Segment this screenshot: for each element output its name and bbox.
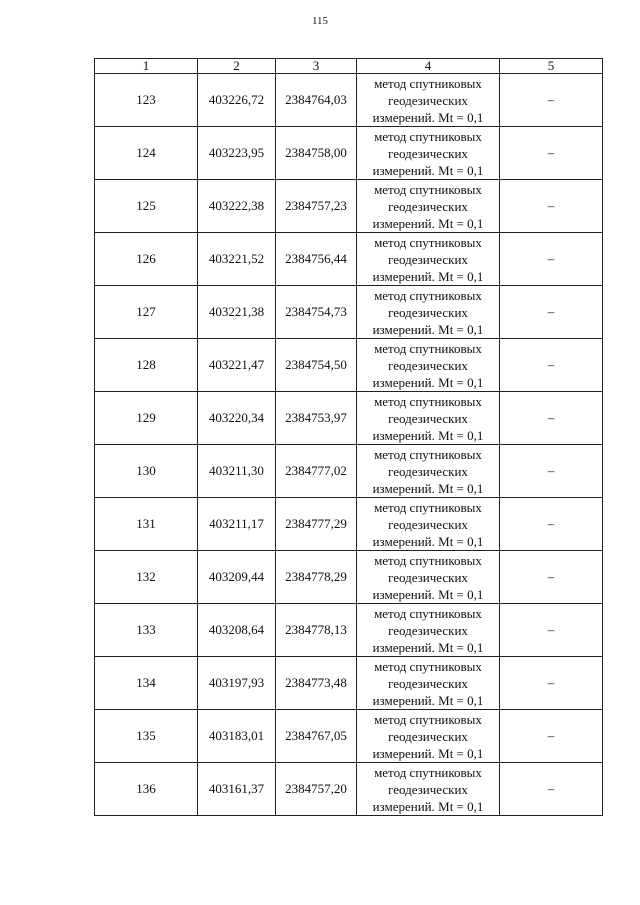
y-coordinate-cell: 2384754,50 xyxy=(276,339,357,392)
point-id-cell: 136 xyxy=(95,763,198,816)
method-line: измерений. Mt = 0,1 xyxy=(372,427,484,443)
method-cell xyxy=(357,127,500,180)
y-coordinate-cell: 2384758,00 xyxy=(276,127,357,180)
note-cell: – xyxy=(500,498,603,551)
x-coordinate-cell: 403220,34 xyxy=(198,392,276,445)
note-cell: – xyxy=(500,763,603,816)
y-coordinate-cell: 2384756,44 xyxy=(276,233,357,286)
method-line: измерений. Mt = 0,1 xyxy=(372,215,484,231)
note-cell: – xyxy=(500,127,603,180)
table-row xyxy=(95,763,603,816)
method-line: геодезических xyxy=(388,357,468,373)
method-line: метод спутниковых xyxy=(374,764,482,780)
method-line: геодезических xyxy=(388,675,468,691)
point-id-cell: 135 xyxy=(95,710,198,763)
method-line: геодезических xyxy=(388,463,468,479)
method-cell xyxy=(357,233,500,286)
table-row xyxy=(95,551,603,604)
x-coordinate-cell: 403209,44 xyxy=(198,551,276,604)
x-coordinate-cell: 403223,95 xyxy=(198,127,276,180)
x-coordinate-cell: 403222,38 xyxy=(198,180,276,233)
method-cell xyxy=(357,392,500,445)
x-coordinate-cell: 403221,38 xyxy=(198,286,276,339)
note-cell: – xyxy=(500,392,603,445)
method-cell xyxy=(357,604,500,657)
table-row xyxy=(95,339,603,392)
method-cell xyxy=(357,498,500,551)
method-line: геодезических xyxy=(388,304,468,320)
method-cell xyxy=(357,339,500,392)
header-col-3: 3 xyxy=(276,59,357,74)
method-line: метод спутниковых xyxy=(374,128,482,144)
table-row xyxy=(95,180,603,233)
y-coordinate-cell: 2384777,02 xyxy=(276,445,357,498)
method-line: метод спутниковых xyxy=(374,340,482,356)
table-row xyxy=(95,233,603,286)
note-cell: – xyxy=(500,445,603,498)
method-line: метод спутниковых xyxy=(374,499,482,515)
note-cell: – xyxy=(500,74,603,127)
point-id-cell: 125 xyxy=(95,180,198,233)
note-cell: – xyxy=(500,339,603,392)
method-line: измерений. Mt = 0,1 xyxy=(372,745,484,761)
point-id-cell: 126 xyxy=(95,233,198,286)
method-line: измерений. Mt = 0,1 xyxy=(372,533,484,549)
point-id-cell: 133 xyxy=(95,604,198,657)
y-coordinate-cell: 2384757,23 xyxy=(276,180,357,233)
x-coordinate-cell: 403211,17 xyxy=(198,498,276,551)
x-coordinate-cell: 403183,01 xyxy=(198,710,276,763)
method-line: метод спутниковых xyxy=(374,75,482,91)
method-line: измерений. Mt = 0,1 xyxy=(372,480,484,496)
x-coordinate-cell: 403197,93 xyxy=(198,657,276,710)
method-line: геодезических xyxy=(388,410,468,426)
method-line: метод спутниковых xyxy=(374,605,482,621)
x-coordinate-cell: 403221,52 xyxy=(198,233,276,286)
method-line: геодезических xyxy=(388,569,468,585)
method-line: метод спутниковых xyxy=(374,287,482,303)
method-line: метод спутниковых xyxy=(374,181,482,197)
x-coordinate-cell: 403161,37 xyxy=(198,763,276,816)
note-cell: – xyxy=(500,286,603,339)
method-line: метод спутниковых xyxy=(374,446,482,462)
method-line: геодезических xyxy=(388,622,468,638)
point-id-cell: 129 xyxy=(95,392,198,445)
method-line: геодезических xyxy=(388,728,468,744)
table-row xyxy=(95,710,603,763)
coordinates-table xyxy=(94,58,603,816)
y-coordinate-cell: 2384773,48 xyxy=(276,657,357,710)
method-cell xyxy=(357,551,500,604)
y-coordinate-cell: 2384767,05 xyxy=(276,710,357,763)
point-id-cell: 124 xyxy=(95,127,198,180)
table-row xyxy=(95,657,603,710)
method-line: метод спутниковых xyxy=(374,658,482,674)
x-coordinate-cell: 403221,47 xyxy=(198,339,276,392)
note-cell: – xyxy=(500,710,603,763)
note-cell: – xyxy=(500,657,603,710)
point-id-cell: 123 xyxy=(95,74,198,127)
y-coordinate-cell: 2384764,03 xyxy=(276,74,357,127)
point-id-cell: 130 xyxy=(95,445,198,498)
header-col-2: 2 xyxy=(198,59,276,74)
table-row xyxy=(95,74,603,127)
y-coordinate-cell: 2384777,29 xyxy=(276,498,357,551)
method-line: измерений. Mt = 0,1 xyxy=(372,268,484,284)
header-col-4: 4 xyxy=(357,59,500,74)
method-line: измерений. Mt = 0,1 xyxy=(372,692,484,708)
page-number: 115 xyxy=(311,15,329,27)
method-line: метод спутниковых xyxy=(374,393,482,409)
table-row xyxy=(95,392,603,445)
method-cell xyxy=(357,763,500,816)
table-row xyxy=(95,127,603,180)
method-line: геодезических xyxy=(388,251,468,267)
point-id-cell: 128 xyxy=(95,339,198,392)
method-cell xyxy=(357,710,500,763)
method-line: измерений. Mt = 0,1 xyxy=(372,798,484,814)
point-id-cell: 134 xyxy=(95,657,198,710)
x-coordinate-cell: 403211,30 xyxy=(198,445,276,498)
header-col-1: 1 xyxy=(95,59,198,74)
method-cell xyxy=(357,445,500,498)
method-line: измерений. Mt = 0,1 xyxy=(372,162,484,178)
x-coordinate-cell: 403226,72 xyxy=(198,74,276,127)
method-cell xyxy=(357,74,500,127)
x-coordinate-cell: 403208,64 xyxy=(198,604,276,657)
point-id-cell: 131 xyxy=(95,498,198,551)
header-col-5: 5 xyxy=(500,59,603,74)
y-coordinate-cell: 2384778,29 xyxy=(276,551,357,604)
method-cell xyxy=(357,657,500,710)
method-line: геодезических xyxy=(388,781,468,797)
point-id-cell: 132 xyxy=(95,551,198,604)
y-coordinate-cell: 2384754,73 xyxy=(276,286,357,339)
y-coordinate-cell: 2384753,97 xyxy=(276,392,357,445)
method-line: геодезических xyxy=(388,145,468,161)
y-coordinate-cell: 2384757,20 xyxy=(276,763,357,816)
table-row xyxy=(95,604,603,657)
method-line: измерений. Mt = 0,1 xyxy=(372,586,484,602)
method-cell xyxy=(357,286,500,339)
method-line: метод спутниковых xyxy=(374,234,482,250)
header-row xyxy=(95,59,603,74)
method-line: геодезических xyxy=(388,516,468,532)
point-id-cell: 127 xyxy=(95,286,198,339)
table-body xyxy=(95,74,603,816)
y-coordinate-cell: 2384778,13 xyxy=(276,604,357,657)
method-line: измерений. Mt = 0,1 xyxy=(372,639,484,655)
table-row xyxy=(95,445,603,498)
method-cell xyxy=(357,180,500,233)
method-line: геодезических xyxy=(388,198,468,214)
note-cell: – xyxy=(500,551,603,604)
method-line: метод спутниковых xyxy=(374,552,482,568)
method-line: измерений. Mt = 0,1 xyxy=(372,321,484,337)
note-cell: – xyxy=(500,604,603,657)
method-line: геодезических xyxy=(388,92,468,108)
method-line: измерений. Mt = 0,1 xyxy=(372,109,484,125)
note-cell: – xyxy=(500,233,603,286)
table-row xyxy=(95,498,603,551)
method-line: метод спутниковых xyxy=(374,711,482,727)
method-line: измерений. Mt = 0,1 xyxy=(372,374,484,390)
table-row xyxy=(95,286,603,339)
note-cell: – xyxy=(500,180,603,233)
